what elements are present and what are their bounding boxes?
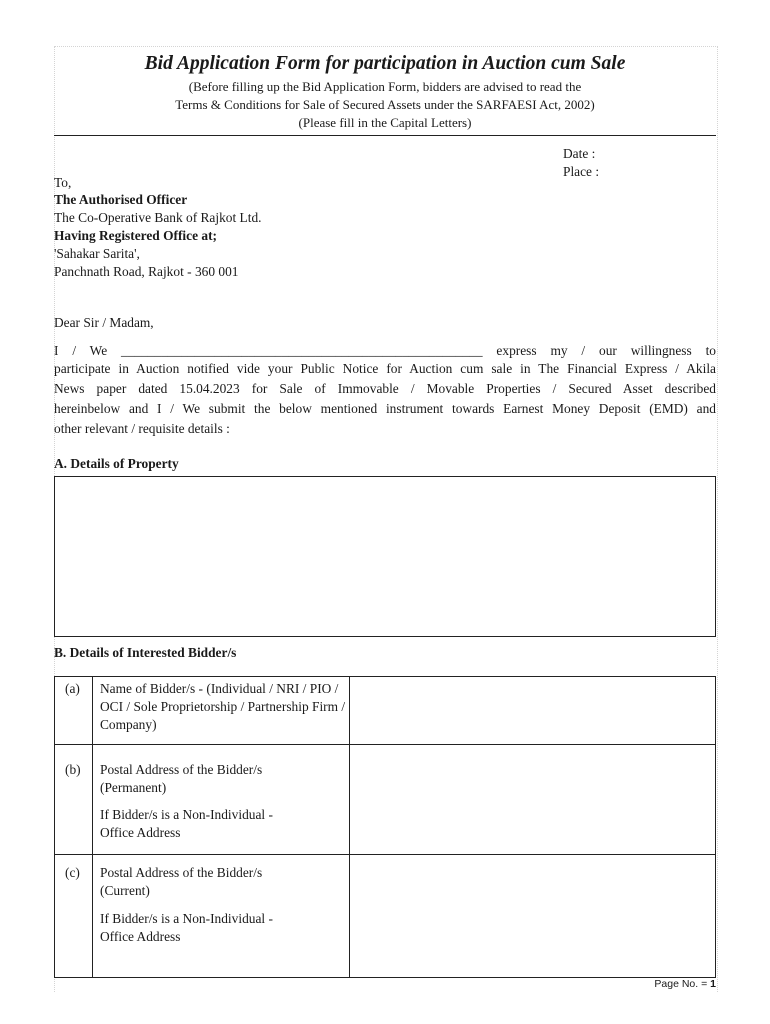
property-details-box[interactable] <box>54 476 716 637</box>
page-number-value: 1 <box>710 978 716 990</box>
row-c-note: If Bidder/s is a Non-Individual - Office Address <box>100 911 273 944</box>
row-a-label: Name of Bidder/s - (Individual / NRI / PIO / OCI / Sole Proprietorship / Partnership Firm / Company) <box>100 681 346 732</box>
instruction-line-3: (Please fill in the Capital Letters) <box>298 115 472 130</box>
form-title: Bid Application Form for participation in Auction cum Sale <box>144 53 626 74</box>
place-label: Place : <box>563 164 600 179</box>
section-a-heading: A. Details of Property <box>54 456 179 471</box>
date-label: Date : <box>563 146 596 161</box>
row-c-index: (c) <box>65 865 80 880</box>
row-b-note: If Bidder/s is a Non-Individual - Office Address <box>100 807 273 840</box>
header-divider <box>54 135 716 136</box>
address-officer: The Authorised Officer <box>54 192 188 207</box>
row-a-input[interactable] <box>350 677 716 744</box>
row-a-index: (a) <box>65 681 80 696</box>
address-to: To, <box>54 175 72 190</box>
section-b-heading: B. Details of Interested Bidder/s <box>54 645 237 660</box>
instruction-line-2: Terms & Conditions for Sale of Secured Assets under the SARFAESI Act, 2002) <box>175 97 595 112</box>
salutation: Dear Sir / Madam, <box>54 315 154 330</box>
bidder-details-table <box>54 676 716 978</box>
paragraph-line-3: News paper dated 15.04.2023 for Sale of Immovable / Movable Properties / Secured Asset described <box>54 381 716 396</box>
row-b-input[interactable] <box>350 745 716 854</box>
row-c-input[interactable] <box>350 855 716 977</box>
row-b-label: Postal Address of the Bidder/s (Permanent) <box>100 762 263 795</box>
page-number-label: Page No. = <box>654 978 708 990</box>
paragraph-line-4: hereinbelow and I / We submit the below mentioned instrument towards Earnest Money Deposit (EMD) and <box>54 401 716 416</box>
page-number <box>654 978 716 990</box>
row-b-index: (b) <box>65 762 81 777</box>
table-divider <box>92 677 93 977</box>
address-registered-office: Having Registered Office at; <box>54 228 218 243</box>
paragraph-line-1: I / We ______________________________________________________ express my / our willingness to <box>54 343 716 358</box>
row-c-label: Postal Address of the Bidder/s (Current) <box>100 865 263 898</box>
paragraph-line-5: other relevant / requisite details : <box>54 421 230 436</box>
address-line-2: Panchnath Road, Rajkot - 360 001 <box>54 264 239 279</box>
instruction-line-1: (Before filling up the Bid Application Form, bidders are advised to read the <box>188 79 582 94</box>
address-bank: The Co-Operative Bank of Rajkot Ltd. <box>54 210 262 225</box>
paragraph-line-2: participate in Auction notified vide your Public Notice for Auction cum sale in The Financial Express / Akila <box>54 361 716 376</box>
address-line-1: 'Sahakar Sarita', <box>54 246 140 261</box>
